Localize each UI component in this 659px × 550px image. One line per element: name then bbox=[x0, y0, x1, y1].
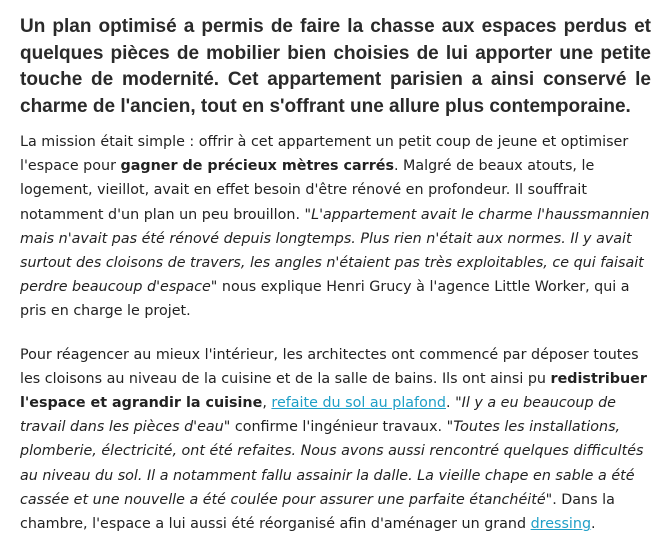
paragraph-text: . bbox=[445, 395, 456, 412]
paragraph-text: . Dans la chambre, l'espace a lui aussi été réorganisé afin d'aménager un grand bbox=[20, 491, 615, 533]
quote-text: "L'appartement avait le charme l'haussmannien mais n'avait pas été rénové depuis longtemps. Plus rien n'était aux normes. Il y avait surtout des cloisons de travers, les angles n'étaient pas très exploitables, ce qui faisait perdre beaucoup d'espace" bbox=[20, 206, 650, 296]
paragraph-text: Pour réagencer au mieux l'intérieur, les architectes ont commencé par déposer toutes les cloisons au niveau de la cuisine et de la salle de bains. Ils ont ainsi pu bbox=[20, 346, 639, 387]
paragraph-text: nous explique Henri Grucy à l'agence Little Worker, qui a pris en charge le projet. bbox=[20, 279, 630, 320]
quote-text: "Il y a eu beaucoup de travail dans les pièces d'eau" bbox=[20, 395, 616, 436]
article-paragraph-1 bbox=[20, 130, 651, 324]
bold-highlight: gagner de précieux mètres carrés bbox=[120, 158, 394, 175]
quote-text: "Toutes les installations, plomberie, électricité, ont été refaites. Nous avons aussi rencontré quelques difficultés au niveau du sol. Il a notamment fallu assainir la dalle. La vieille chape en sable a été cassée et une nouvelle a été coulée pour assurer une parfaite étanchéité" bbox=[20, 419, 644, 508]
bold-highlight: redistribuer l'espace et agrandir la cuisine bbox=[20, 370, 647, 412]
link-refaite-du-sol-au-plafond[interactable]: refaite du sol au plafond bbox=[271, 395, 446, 412]
article-paragraph-2 bbox=[20, 343, 651, 537]
article-lead: Un plan optimisé a permis de faire la chasse aux espaces perdus et quelques pièces de mobilier bien choisies de lui apporter une petite touche de modernité. Cet appartement parisien a ainsi conservé le charme de l'ancien, tout en s'offrant une allure plus contemporaine. bbox=[20, 16, 651, 117]
paragraph-text: confirme l'ingénieur travaux. bbox=[230, 419, 447, 436]
paragraph-text: La mission était simple : offrir à cet appartement un petit coup de jeune et optimiser l'espace pour bbox=[20, 134, 629, 175]
link-dressing[interactable]: dressing bbox=[530, 516, 592, 533]
paragraph-text: . Malgré de beaux atouts, le logement, vieillot, avait en effet besoin d'être rénové en profondeur. Il souffrait notamment d'un plan un peu brouillon. bbox=[20, 158, 595, 223]
paragraph-text: , bbox=[262, 395, 272, 412]
paragraph-text: . bbox=[591, 516, 596, 533]
